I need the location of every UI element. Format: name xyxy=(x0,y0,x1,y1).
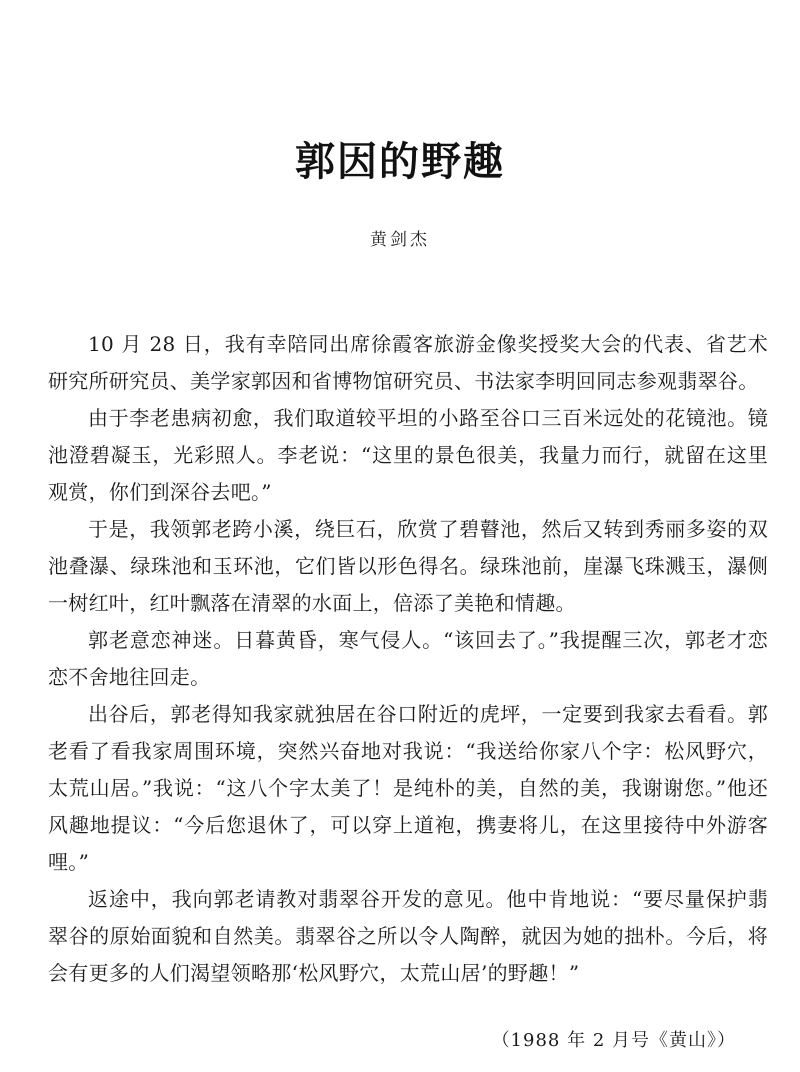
paragraph: 返途中，我向郭老请教对翡翠谷开发的意见。他中肯地说：“要尽量保护翡翠谷的原始面貌和自然美。翡翠谷之所以令人陶醉，就因为她的拙朴。今后，将会有更多的人们渴望领略那‘松风野穴，太荒山居’的野趣！” xyxy=(48,887,768,985)
paragraph: 于是，我领郭老跨小溪，绕巨石，欣赏了碧瞽池，然后又转到秀丽多姿的双池叠瀑、绿珠池和玉环池，它们皆以形色得名。绿珠池前，崖瀑飞珠溅玉，瀑侧一树红叶，红叶飘落在清翠的水面上，倍添了美艳和情趣。 xyxy=(48,517,768,615)
paragraph: 由于李老患病初愈，我们取道较平坦的小路至谷口三百米远处的花镜池。镜池澄碧凝玉，光彩照人。李老说：“这里的景色很美，我量力而行，就留在这里观赏，你们到深谷去吧。” xyxy=(48,406,768,504)
paragraph: 10 月 28 日，我有幸陪同出席徐霞客旅游金像奖授奖大会的代表、省艺术研究所研究员、美学家郭因和省博物馆研究员、书法家李明回同志参观翡翠谷。 xyxy=(48,332,768,393)
source-citation: （1988 年 2 月号《黄山》） xyxy=(491,1030,736,1051)
paragraph: 郭老意恋神迷。日暮黄昏，寒气侵人。“该回去了。”我提醒三次，郭老才恋恋不舍地往回走。 xyxy=(48,628,768,689)
article-body xyxy=(48,326,768,992)
paragraph: 出谷后，郭老得知我家就独居在谷口附近的虎坪，一定要到我家去看看。郭老看了看我家周围环境，突然兴奋地对我说：“我送给你家八个字：松风野穴，太荒山居。”我说：“这八个字太美了！是纯朴的美，自然的美，我谢谢您。”他还风趣地提议：“今后您退休了，可以穿上道袍，携妻将儿，在这里接待中外游客哩。” xyxy=(48,702,768,874)
article-title: 郭因的野趣 xyxy=(295,138,505,185)
article-author: 黄剑杰 xyxy=(370,230,430,250)
